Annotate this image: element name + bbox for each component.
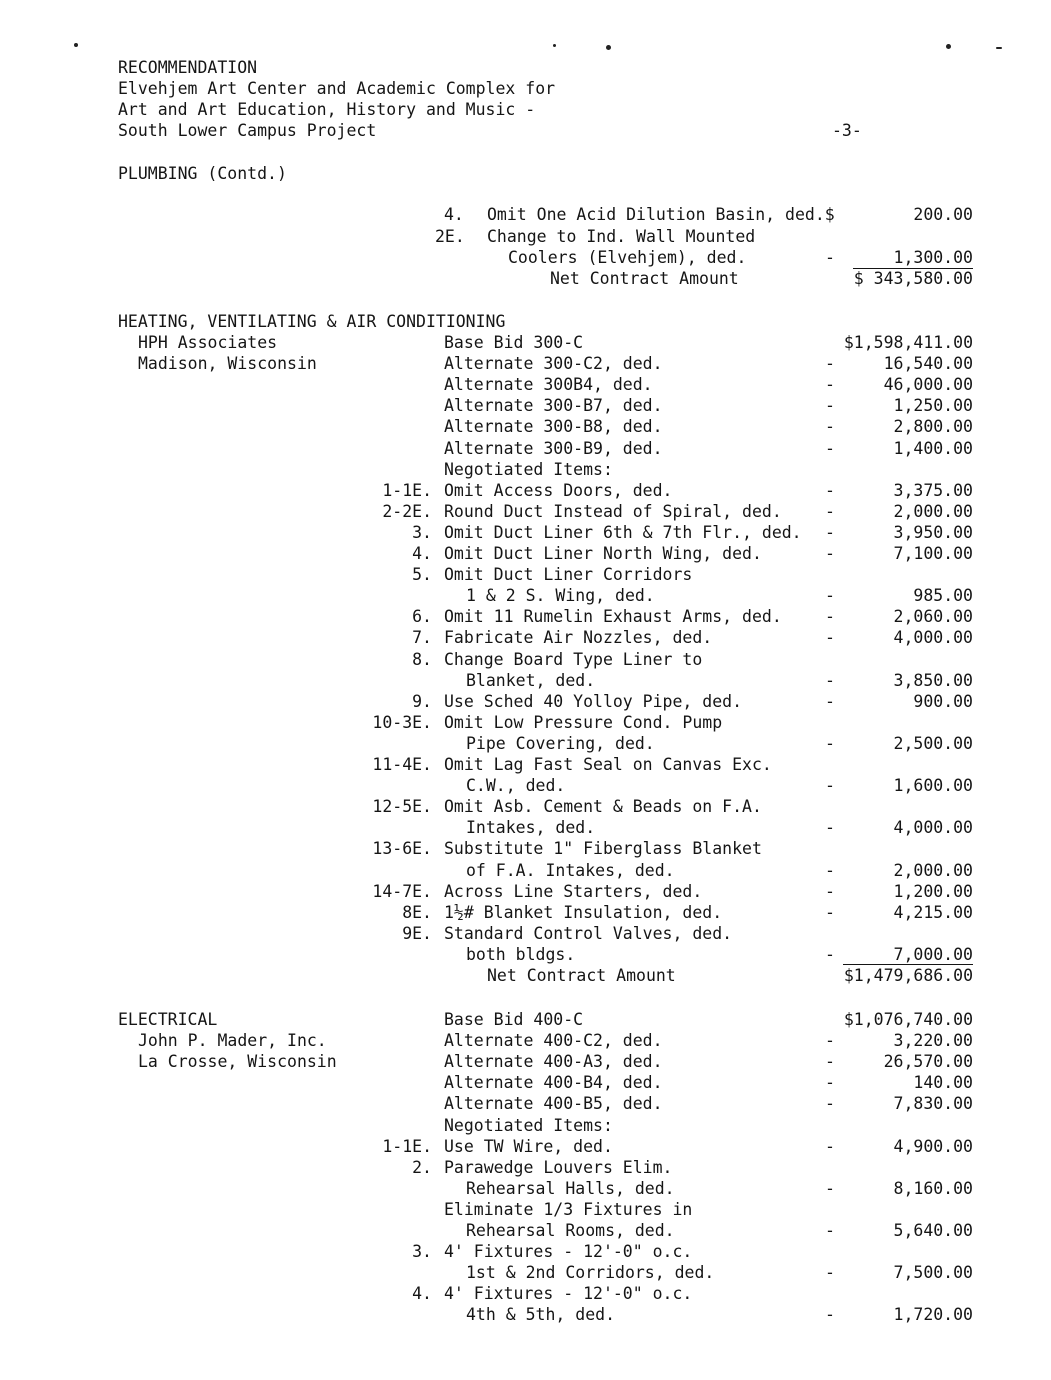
hvac-item-desc: Omit Duct Liner North Wing, ded. [444, 544, 762, 563]
plumbing-section-title: PLUMBING (Contd.) [118, 164, 287, 183]
plumbing-net-contract-amount: $ 343,580.00 [853, 269, 973, 288]
deduction-dash: - [825, 375, 835, 395]
hvac-item-desc: Alternate 300-B7, ded. [444, 396, 663, 416]
hvac-item-desc: Omit Asb. Cement & Beads on F.A. [444, 797, 762, 817]
hvac-item-desc: Base Bid 300-C [444, 333, 584, 352]
hvac-item-number: 9E. [402, 923, 432, 943]
hvac-item-desc: Omit 11 Rumelin Exhaust Arms, ded. [444, 607, 782, 627]
deduction-dash: - [825, 776, 835, 796]
hvac-item-desc: Negotiated Items: [444, 459, 613, 479]
hvac-contractor-name: HPH Associates [138, 333, 278, 352]
hvac-item-desc: of F.A. Intakes, ded. [466, 860, 675, 880]
hvac-item-desc: Omit Duct Liner Corridors [444, 565, 693, 585]
electrical-item-desc: Rehearsal Halls, ded. [466, 1178, 675, 1198]
electrical-item-desc: Base Bid 400-C [444, 1010, 584, 1029]
hvac-item-desc: Fabricate Air Nozzles, ded. [444, 628, 713, 648]
hvac-section-title: HEATING, VENTILATING & AIR CONDITIONING [118, 312, 506, 331]
header-line-4: South Lower Campus Project [118, 121, 377, 140]
hvac-item-desc: Across Line Starters, ded. [444, 881, 703, 901]
hvac-item-amount: 1,400.00 [893, 438, 973, 458]
deduction-dash: - [825, 438, 835, 458]
hvac-item-desc: Use Sched 40 Yolloy Pipe, ded. [444, 691, 743, 711]
hvac-item-amount: 2,000.00 [893, 501, 973, 521]
hvac-item-number: 1-1E. [382, 480, 432, 500]
hvac-item-amount: 4,215.00 [893, 902, 973, 922]
hvac-item-amount: 3,375.00 [893, 480, 973, 500]
hvac-item-number: 6. [412, 607, 432, 627]
plumbing-item-amount: 1,300.00 [853, 250, 973, 269]
plumbing-item-desc: Change to Ind. Wall Mounted [487, 227, 756, 246]
hvac-item-amount: 16,540.00 [883, 354, 973, 374]
hvac-item-desc: both bldgs. [466, 944, 576, 964]
deduction-dash: - [825, 248, 835, 267]
deduction-dash: - [825, 522, 835, 542]
hvac-item-amount: 2,500.00 [893, 733, 973, 753]
electrical-section-title: ELECTRICAL [118, 1010, 218, 1029]
hvac-net-contract-label: Net Contract Amount [487, 966, 676, 985]
electrical-item-desc: Alternate 400-C2, ded. [444, 1031, 663, 1051]
deduction-dash: - [825, 501, 835, 521]
plumbing-net-contract-label: Net Contract Amount [550, 269, 739, 288]
electrical-item-desc: Parawedge Louvers Elim. [444, 1157, 673, 1177]
electrical-item-desc: 4' Fixtures - 12'-0" o.c. [444, 1242, 693, 1262]
hvac-item-number: 8E. [402, 902, 432, 922]
electrical-item-amount: 4,900.00 [893, 1136, 973, 1156]
hvac-item-amount: 2,060.00 [893, 607, 973, 627]
deduction-dash: - [825, 586, 835, 606]
hvac-item-amount: 2,000.00 [893, 860, 973, 880]
plumbing-item-number: 4. [444, 205, 464, 224]
hvac-item-number: 11-4E. [372, 755, 432, 774]
hvac-item-desc: Substitute 1" Fiberglass Blanket [444, 839, 762, 859]
hvac-item-amount: 4,000.00 [893, 818, 973, 838]
deduction-dash: - [825, 881, 835, 901]
hvac-contractor-city: Madison, Wisconsin [138, 354, 317, 373]
electrical-item-desc: 4' Fixtures - 12'-0" o.c. [444, 1284, 693, 1304]
electrical-item-amount: 7,500.00 [893, 1263, 973, 1283]
electrical-item-desc: 4th & 5th, ded. [466, 1305, 616, 1325]
deduction-dash: - [825, 860, 835, 880]
hvac-item-desc: Alternate 300B4, ded. [444, 375, 653, 395]
electrical-item-desc: Alternate 400-A3, ded. [444, 1052, 663, 1072]
hvac-item-number: 10-3E. [372, 712, 432, 732]
hvac-item-desc: Alternate 300-B8, ded. [444, 417, 663, 437]
scan-speck [74, 43, 78, 47]
hvac-net-contract-amount: $1,479,686.00 [843, 966, 973, 985]
header-line-1: RECOMMENDATION [118, 58, 258, 77]
hvac-item-number: 3. [412, 522, 432, 542]
hvac-item-desc: Omit Access Doors, ded. [444, 480, 673, 500]
deduction-dash: - [825, 670, 835, 690]
hvac-item-number: 14-7E. [372, 881, 432, 901]
electrical-item-amount: $1,076,740.00 [843, 1010, 973, 1029]
deduction-dash: - [825, 1031, 835, 1051]
deduction-dash: - [825, 628, 835, 648]
hvac-item-desc: Round Duct Instead of Spiral, ded. [444, 501, 782, 521]
hvac-item-desc: Alternate 300-C2, ded. [444, 354, 663, 374]
deduction-dash: - [825, 1094, 835, 1114]
hvac-item-desc: Blanket, ded. [466, 670, 596, 690]
hvac-item-amount: 3,850.00 [893, 670, 973, 690]
electrical-item-desc: Alternate 400-B5, ded. [444, 1094, 663, 1114]
hvac-item-desc: Pipe Covering, ded. [466, 733, 655, 753]
deduction-dash: - [825, 944, 835, 964]
electrical-item-amount: 140.00 [913, 1073, 973, 1093]
deduction-dash: - [825, 417, 835, 437]
page-number: -3- [832, 121, 862, 140]
deduction-dash: - [825, 607, 835, 627]
hvac-item-desc: Change Board Type Liner to [444, 649, 703, 669]
deduction-dash: - [825, 733, 835, 753]
hvac-item-number: 12-5E. [372, 797, 432, 817]
electrical-item-number: 4. [412, 1284, 432, 1304]
plumbing-item-number: 2E. [435, 227, 465, 246]
header-line-3: Art and Art Education, History and Music - [118, 100, 536, 119]
deduction-dash: - [825, 544, 835, 563]
deduction-dash: - [825, 818, 835, 838]
hvac-item-number: 13-6E. [372, 839, 432, 859]
electrical-item-number: 2. [412, 1157, 432, 1177]
hvac-item-desc: Omit Low Pressure Cond. Pump [444, 712, 723, 732]
electrical-contractor-city: La Crosse, Wisconsin [138, 1052, 337, 1071]
scan-speck [996, 47, 1002, 49]
hvac-item-number: 2-2E. [382, 501, 432, 521]
deduction-dash: - [825, 1263, 835, 1283]
scan-speck [946, 44, 951, 49]
deduction-dash: - [825, 354, 835, 374]
hvac-item-number: 9. [412, 691, 432, 711]
scan-speck [553, 44, 556, 47]
hvac-item-desc: Intakes, ded. [466, 818, 596, 838]
deduction-dash: - [825, 691, 835, 711]
plumbing-item-desc: Coolers (Elvehjem), ded. [508, 248, 747, 267]
deduction-dash: - [825, 1178, 835, 1198]
hvac-item-amount: 1,200.00 [893, 881, 973, 901]
hvac-item-amount: 7,000.00 [843, 947, 973, 966]
deduction-dash: - [825, 1073, 835, 1093]
electrical-item-desc: Alternate 400-B4, ded. [444, 1073, 663, 1093]
deduction-dash: - [825, 1136, 835, 1156]
deduction-dash: - [825, 396, 835, 416]
hvac-item-number: 5. [412, 565, 432, 585]
electrical-item-desc: 1st & 2nd Corridors, ded. [466, 1263, 715, 1283]
electrical-item-number: 3. [412, 1242, 432, 1262]
electrical-item-amount: 1,720.00 [893, 1305, 973, 1325]
hvac-item-amount: 7,100.00 [893, 544, 973, 563]
plumbing-item-amount: 200.00 [913, 205, 973, 224]
electrical-item-amount: 5,640.00 [893, 1221, 973, 1240]
electrical-item-number: 1-1E. [382, 1136, 432, 1156]
hvac-item-desc: Omit Lag Fast Seal on Canvas Exc. [444, 755, 772, 774]
hvac-item-desc: C.W., ded. [466, 776, 566, 796]
plumbing-item-desc: Omit One Acid Dilution Basin, ded.$ [487, 205, 835, 224]
hvac-item-amount: 1,600.00 [893, 776, 973, 796]
hvac-item-amount: 2,800.00 [893, 417, 973, 437]
hvac-item-amount: 46,000.00 [883, 375, 973, 395]
hvac-item-desc: Alternate 300-B9, ded. [444, 438, 663, 458]
hvac-item-amount: 900.00 [913, 691, 973, 711]
deduction-dash: - [825, 1221, 835, 1240]
hvac-item-amount: 1,250.00 [893, 396, 973, 416]
electrical-item-desc: Rehearsal Rooms, ded. [466, 1221, 675, 1240]
deduction-dash: - [825, 1052, 835, 1072]
hvac-item-amount: 4,000.00 [893, 628, 973, 648]
electrical-contractor-name: John P. Mader, Inc. [138, 1031, 327, 1050]
deduction-dash: - [825, 902, 835, 922]
electrical-item-amount: 26,570.00 [883, 1052, 973, 1072]
deduction-dash: - [825, 1305, 835, 1325]
hvac-item-amount: $1,598,411.00 [843, 333, 973, 352]
electrical-item-desc: Negotiated Items: [444, 1115, 613, 1135]
hvac-item-amount: 985.00 [913, 586, 973, 606]
hvac-item-amount: 3,950.00 [893, 522, 973, 542]
deduction-dash: - [825, 480, 835, 500]
hvac-item-number: 8. [412, 649, 432, 669]
hvac-item-desc: 1 & 2 S. Wing, ded. [466, 586, 655, 606]
electrical-item-amount: 8,160.00 [893, 1178, 973, 1198]
electrical-item-desc: Eliminate 1/3 Fixtures in [444, 1199, 693, 1219]
header-line-2: Elvehjem Art Center and Academic Complex for [118, 79, 556, 98]
hvac-item-number: 4. [412, 544, 432, 563]
scan-speck [606, 45, 611, 50]
electrical-item-desc: Use TW Wire, ded. [444, 1136, 613, 1156]
hvac-item-desc: Omit Duct Liner 6th & 7th Flr., ded. [444, 522, 802, 542]
electrical-item-amount: 3,220.00 [893, 1031, 973, 1051]
electrical-item-amount: 7,830.00 [893, 1094, 973, 1114]
hvac-item-number: 7. [412, 628, 432, 648]
hvac-item-desc: 1½# Blanket Insulation, ded. [444, 902, 723, 922]
hvac-item-desc: Standard Control Valves, ded. [444, 923, 733, 943]
